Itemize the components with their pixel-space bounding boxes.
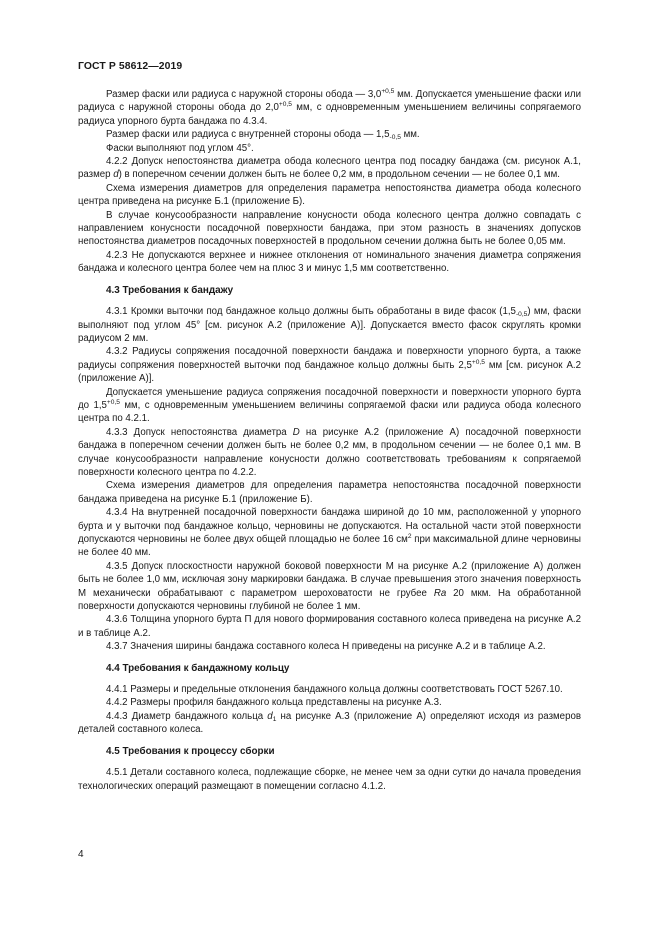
paragraph: Размер фаски или радиуса с внутренней стороны обода — $1,5_{-0,5}$ мм.: [106, 129, 420, 142]
paragraph: Схема измерения диаметров для определения параметра непостоянства посадочной поверхности бандажа приведена на рисунке Б.1 (приложение Б).: [78, 480, 581, 505]
section-spacer: [78, 675, 581, 683]
section-heading: 4.5 Требования к процессу сборки: [106, 745, 275, 757]
section-spacer: [78, 654, 581, 662]
section-spacer: [78, 758, 581, 766]
paragraph: 4.3.3 Допуск непостоянства диаметра D на рисунке А.2 (приложение А) посадочной поверхности бандажа в поперечном сечении должен быть не более 0,2 мм, в продольном сечении — не более 0,1 мм. В случае конусообразности направление конусности должно соответствовать требованиям к сопрягаемой поверхности колесного центра по 4.2.2.: [78, 426, 581, 478]
page-number: 4: [78, 849, 84, 860]
paragraph: Схема измерения диаметров для определения параметра непостоянства диаметра обода колесного центра приведена на рисунке Б.1 (приложение Б).: [78, 182, 581, 208]
paragraph: 4.3.6 Толщина упорного бурта П для нового формирования составного колеса приведена на рисунке А.2 и в таблице А.2.: [78, 614, 581, 639]
paragraph: 4.3.5 Допуск плоскостности наружной боковой поверхности М на рисунке А.2 (приложение А) должен быть не более 1,0 мм, исключая зону маркировки бандажа. В случае превышения этого значения поверхность М механически обрабатывают с параметром шероховатости не грубее Ra 20 мкм. На обработанной поверхности допускаются черновины глубиной не более 1 мм.: [78, 560, 581, 613]
paragraph: 4.2.3 Не допускаются верхнее и нижнее отклонения от номинального значения диаметра сопряжения бандажа и колесного центра более чем на плюс 3 и минус 1,5 мм соответственно.: [78, 249, 581, 275]
paragraph: 4.4.3 Диаметр бандажного кольца $d_1$ на рисунке А.3 (приложение А) определяют исходя из размеров деталей составного колеса.: [78, 710, 581, 736]
paragraph: Допускается уменьшение радиуса сопряжения посадочной поверхности и поверхности упорного бурта до $1,5^{+0,5}$ мм, с одновременным уменьшением величины сопрягаемой фаски или радиуса обода колесного центра по 4.2.1.: [78, 386, 581, 425]
section-spacer: [78, 297, 581, 305]
paragraph: 4.3.2 Радиусы сопряжения посадочной поверхности бандажа и поверхности упорного бурта, а также радиусы сопряжения поверхностей выточки под бандажное кольцо должны быть $2,5^{+0,5}$ мм [см. рисунок А.2 (приложение А)].: [78, 346, 581, 385]
paragraph: 4.4.2 Размеры профиля бандажного кольца представлены на рисунке А.3.: [106, 697, 442, 709]
paragraph: 4.3.7 Значения ширины бандажа составного колеса Н приведены на рисунке А.2 и в таблице А.2.: [106, 641, 546, 653]
paragraph: 4.3.4 На внутренней посадочной поверхности бандажа шириной до 10 мм, расположенной у упорного бурта и у выточки под бандажное кольцо, черновины не допускаются. На остальной части этой поверхности допускаются черновины не более двух общей площадью не более 16 $см^2$ при максимальной длине черновины не более 40 мм.: [78, 507, 582, 559]
document-body: [78, 88, 581, 793]
section-spacer: [78, 276, 581, 284]
section-heading: 4.3 Требования к бандажу: [106, 284, 234, 296]
section-spacer: [78, 737, 581, 745]
paragraph: 4.2.2 Допуск непостоянства диаметра обода колесного центра под посадку бандажа (см. рисунок А.1, размер d) в поперечном сечении должен быть не более 0,2 мм, в продольном сечении — не более 0,1 мм.: [78, 156, 581, 181]
section-heading: 4.4 Требования к бандажному кольцу: [106, 662, 290, 674]
paragraph: Размер фаски или радиуса с наружной стороны обода — $3,0^{+0,5}$ мм. Допускается уменьшение фаски или радиуса с наружной стороны обода до $2,0^{+0,5}$ мм, с одновременным уменьшением величины сопрягаемого радиуса упорного бурта бандажа по 4.3.4.: [78, 88, 581, 127]
paragraph: 4.5.1 Детали составного колеса, подлежащие сборке, не менее чем за одни сутки до начала проведения технологических операций размещают в помещении согласно 4.1.2.: [78, 767, 581, 792]
paragraph: В случае конусообразности направление конусности обода колесного центра должно совпадать с направлением конусности посадочной поверхности бандажа, при этом разность в значениях допусков непостоянства диаметров посадочных поверхностей в продольном сечении должна быть не более 0,05 мм.: [78, 209, 581, 248]
document-header: ГОСТ Р 58612—2019: [78, 61, 183, 72]
paragraph: Фаски выполняют под углом 45°.: [106, 142, 254, 154]
paragraph: 4.4.1 Размеры и предельные отклонения бандажного кольца должны соответствовать ГОСТ 5267.10.: [106, 684, 563, 696]
paragraph: 4.3.1 Кромки выточки под бандажное кольцо должны быть обработаны в виде фасок $(1,5_{-0,5})$ мм, фаски выполняют под углом 45° [см. рисунок А.2 (приложение А)]. Допускается вместо фасок скруглять кромки радиусом 2 мм.: [78, 306, 581, 344]
